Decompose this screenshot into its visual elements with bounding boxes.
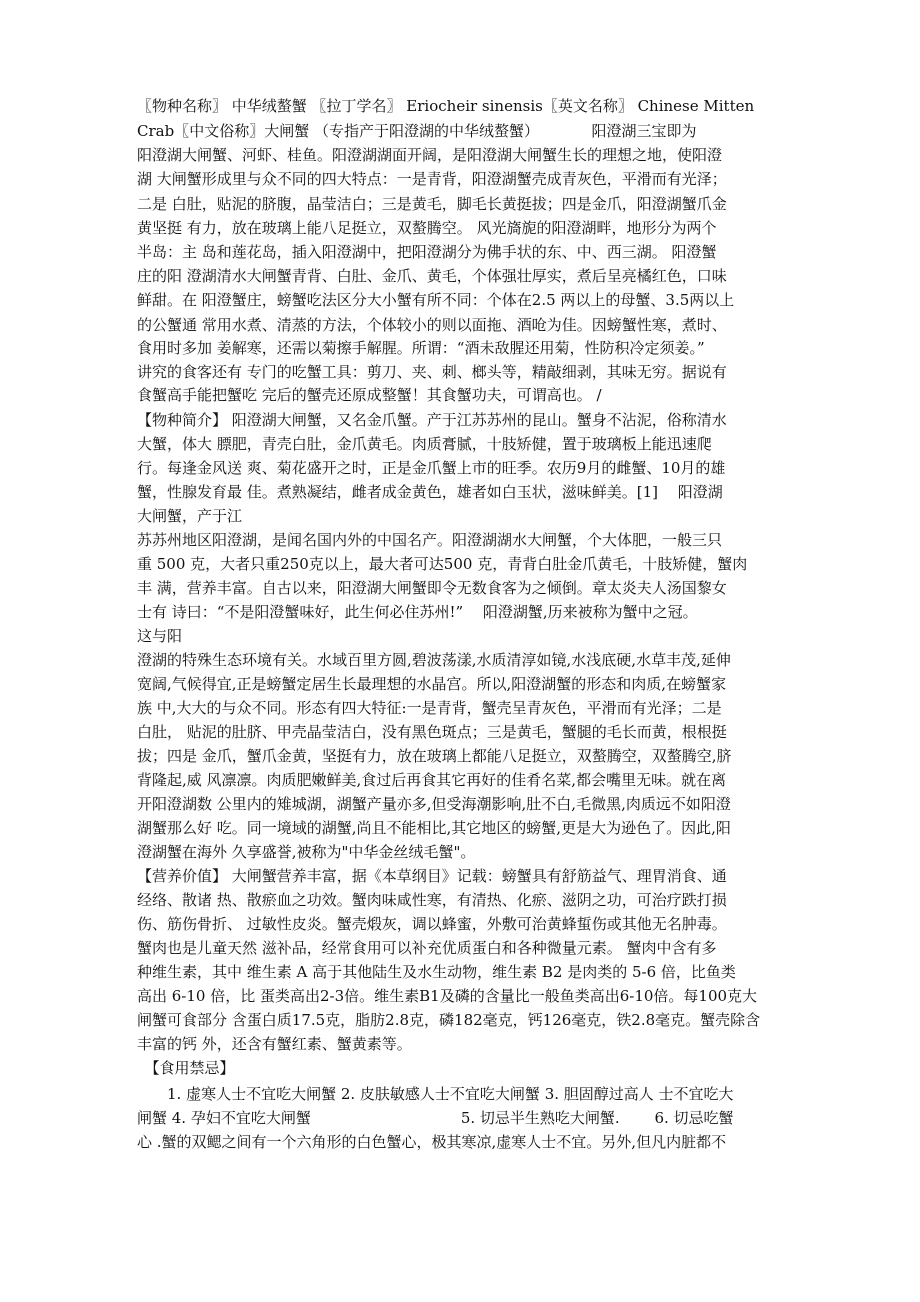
text-line: 背隆起,威 风凛凛。肉质肥嫩鲜美,食过后再食其它再好的佳肴名菜,都会嘴里无味。就在离 — [137, 771, 727, 789]
text-line: 阳澄湖大闸蟹、河虾、桂鱼。阳澄湖湖面开阔，是阳澄湖大闸蟹生长的理想之地，使阳澄 — [137, 146, 723, 164]
text-line: 二是 白肚，贴泥的脐腹，晶莹洁白；三是黄毛，脚毛长黄挺拔；四是金爪，阳澄湖蟹爪金 — [137, 195, 727, 213]
text-line: 伤、筋伤骨折、 过敏性皮炎。蟹壳煅灰，调以蜂蜜，外敷可治黄蜂蜇伤或其他无名肿毒。 — [137, 915, 727, 933]
text-line: 食蟹高手能把蟹吃 完后的蟹壳还原成整蟹！其食蟹功夫，可谓高也。 / — [137, 386, 602, 404]
text-line: 半岛：主 岛和莲花岛，插入阳澄湖中，把阳澄湖分为佛手状的东、中、西三湖。 阳澄蟹 — [137, 243, 717, 261]
text-line: 讲究的食客还有 专门的吃蟹工具：剪刀、夹、刺、榔头等，精敲细剥，其味无穷。据说有 — [137, 363, 727, 381]
section-heading-species-intro: 【物种简介】 阳澄湖大闸蟹，又名金爪蟹。产于江苏苏州的昆山。蟹身不沾泥，俗称清水 — [137, 411, 727, 429]
text-line: Crab〖中文俗称〗大闸蟹 （专指产于阳澄湖的中华绒螯蟹） 阳澄湖三宝即为 — [137, 122, 697, 140]
text-line: 丰 满，营养丰富。自古以来，阳澄湖大闸蟹即令无数食客为之倾倒。章太炎夫人汤国黎女 — [137, 579, 727, 597]
text-line: 1. 虚寒人士不宜吃大闸蟹 2. 皮肤敏感人士不宜吃大闸蟹 3. 胆固醇过高人 士不宜吃大 — [137, 1085, 734, 1103]
text-line: 拔；四是 金爪，蟹爪金黄，坚挺有力，放在玻璃上都能八足挺立，双螯腾空，双螯腾空,脐 — [137, 747, 732, 765]
text-line: 白肚， 贴泥的肚脐、甲壳晶莹洁白，没有黑色斑点；三是黄毛，蟹腿的毛长而黄，根根挺 — [137, 723, 727, 741]
text-line: 重 500 克，大者只重250克以上，最大者可达500 克，青背白肚金爪黄毛，十肢矫健，蟹肉 — [137, 555, 748, 573]
text-line: 心 .蟹的双鳃之间有一个六角形的白色蟹心，极其寒凉,虚寒人士不宜。另外,但凡内脏都不 — [137, 1133, 727, 1151]
text-line: 种维生素，其中 维生素 A 高于其他陆生及水生动物，维生素 B2 是肉类的 5-6 倍，比鱼类 — [137, 963, 736, 981]
text-line: 经络、散诸 热、散瘀血之功效。蟹肉味咸性寒，有清热、化瘀、滋阴之功，可治疗跌打损 — [137, 891, 727, 909]
section-heading-nutrition: 【营养价值】 大闸蟹营养丰富，据《本草纲目》记载：螃蟹具有舒筋益气、理胃消食、通 — [137, 867, 727, 885]
text-line: 庄的阳 澄湖清水大闸蟹青背、白肚、金爪、黄毛，个体强壮厚实，煮后呈亮橘红色，口味 — [137, 267, 727, 285]
text-line: 宽阔,气候得宜,正是螃蟹定居生长最理想的水晶宫。所以,阳澄湖蟹的形态和肉质,在螃蟹家 — [137, 675, 727, 693]
text-line: 高出 6-10 倍，比 蛋类高出2-3倍。维生素B1及磷的含量比一般鱼类高出6-10倍。每100克大 — [137, 987, 758, 1005]
text-line: 闸蟹 4. 孕妇不宜吃大闸蟹 5. 切忌半生熟吃大闸蟹. 6. 切忌吃蟹 — [137, 1109, 734, 1127]
text-line: 闸蟹可食部分 含蛋白质17.5克，脂肪2.8克，磷182毫克，钙126毫克，铁2.8毫克。蟹壳除含 — [137, 1011, 761, 1029]
text-line: 的公蟹通 常用水煮、清蒸的方法，个体较小的则以面拖、酒呛为佳。因螃蟹性寒，煮时、 — [137, 316, 727, 334]
text-line: 湖 大闸蟹形成里与众不同的四大特点：一是青背，阳澄湖蟹壳成青灰色，平滑而有光泽； — [137, 170, 727, 188]
text-line: 丰富的钙 外，还含有蟹红素、蟹黄素等。 — [137, 1035, 412, 1053]
text-line: 苏苏州地区阳澄湖，是闻名国内外的中国名产。阳澄湖湖水大闸蟹，个大体肥，一般三只 — [137, 531, 723, 549]
text-line: 大蟹，体大 膘肥，青壳白肚，金爪黄毛。肉质膏腻，十肢矫健，置于玻璃板上能迅速爬 — [137, 435, 712, 453]
text-line: 行。每逢金风送 爽、菊花盛开之时，正是金爪蟹上市的旺季。农历9月的雌蟹、10月的雄 — [137, 459, 726, 477]
text-line: 开阳澄湖数 公里内的雉城湖，湖蟹产量亦多,但受海潮影响,肚不白,毛微黑,肉质远不如阳澄 — [137, 795, 731, 813]
text-line: 鲜甜。在 阳澄蟹庄，螃蟹吃法区分大小蟹有所不同：个体在2.5 两以上的母蟹、3.5两以上 — [137, 291, 735, 309]
text-line: 士有 诗曰：“不是阳澄蟹味好，此生何必住苏州!” 阳澄湖蟹,历来被称为蟹中之冠。 — [137, 603, 698, 621]
text-line: 黄坚挺 有力，放在玻璃上能八足挺立，双螯腾空。 风光旖旎的阳澄湖畔，地形分为两个 — [137, 219, 717, 237]
text-line: 食用时多加 姜解寒，还需以菊擦手解腥。所谓：“酒未敌腥还用菊，性防积冷定须姜。” — [137, 339, 705, 357]
text-line: 蟹，性腺发育最 佳。煮熟凝结，雌者成金黄色，雄者如白玉状，滋味鲜美。[1] 阳澄湖 — [137, 483, 723, 501]
text-line: 澄湖的特殊生态环境有关。水域百里方圆,碧波荡漾,水质清淳如镜,水浅底硬,水草丰茂,延伸 — [137, 651, 731, 669]
section-heading-taboos: 【食用禁忌】 — [137, 1059, 235, 1077]
text-line: 蟹肉也是儿童天然 滋补品，经常食用可以补充优质蛋白和各种微量元素。 蟹肉中含有多 — [137, 939, 717, 957]
text-line: 这与阳 — [137, 627, 183, 645]
text-line: 〖物种名称〗 中华绒螯蟹 〖拉丁学名〗 Eriocheir sinensis〖英文名称〗 Chinese Mitten — [137, 97, 755, 115]
text-line: 族 中,大大的与众不同。形态有四大特征:一是青背，蟹壳呈青灰色，平滑而有光泽；二是 — [137, 699, 722, 717]
text-line: 湖蟹那么好 吃。同一境域的湖蟹,尚且不能相比,其它地区的螃蟹,更是大为逊色了。因此,阳 — [137, 819, 731, 837]
text-line: 澄湖蟹在海外 久享盛誉,被称为"中华金丝绒毛蟹"。 — [137, 843, 476, 861]
text-line: 大闸蟹，产于江 — [137, 507, 243, 525]
